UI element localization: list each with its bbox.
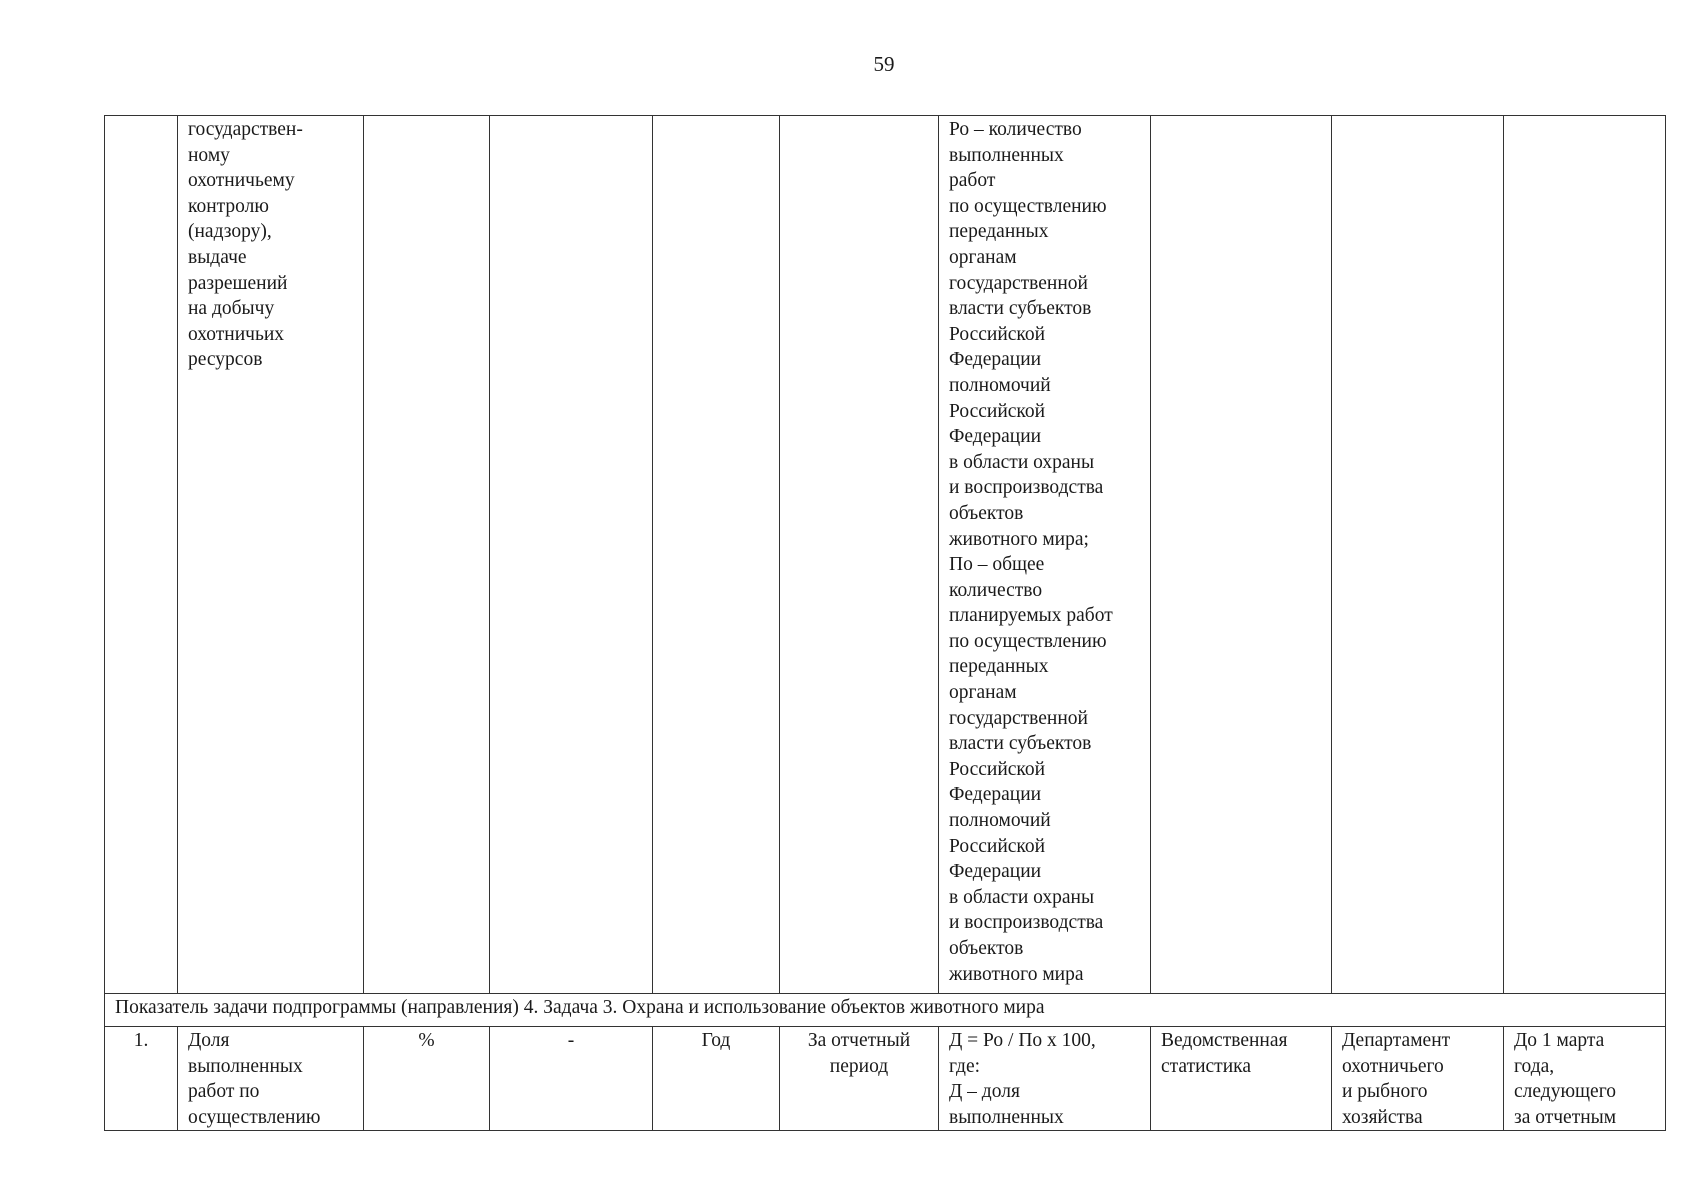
formula-text: Ро – количество выполненных работ по осуществлению переданных органам государственной власти субъектов Российской Федерации полномочий Российской Федерации в области охраны и воспроизводства объектов животного мира; По – общее количество планируемых работ по осуществлению переданных органам государственной власти субъектов Российской Федерации полномочий Российской Федерации в области охраны и воспроизводства объектов животного мира (949, 119, 1113, 985)
indicator-name-text: государствен- ному охотничьему контролю (надзору), выдаче разрешений на добычу охотничьих ресурсов (188, 119, 303, 371)
section-header: Показатель задачи подпрограммы (направления) 4. Задача 3. Охрана и использование объектов животного мира (105, 994, 1666, 1027)
cell-number: 1. (105, 1027, 178, 1131)
cell-formula (939, 116, 1151, 994)
cell-deadline: До 1 марта года, следующего за отчетным (1504, 1027, 1666, 1131)
indicator-table (104, 115, 1666, 1131)
cell-frequency: Год (653, 1027, 780, 1131)
cell-formula: Д = Ро / По х 100, где: Д – доля выполненных (939, 1027, 1151, 1131)
cell-source (1151, 116, 1332, 994)
cell-indicator-name (178, 116, 364, 994)
table-row-section-header (105, 994, 1666, 1027)
cell-unit: % (364, 1027, 490, 1131)
cell-dash: - (490, 1027, 653, 1131)
cell-unit (364, 116, 490, 994)
cell-dash (490, 116, 653, 994)
cell-frequency (653, 116, 780, 994)
cell-source: Ведомственная статистика (1151, 1027, 1332, 1131)
cell-period (780, 116, 939, 994)
cell-deadline (1504, 116, 1666, 994)
cell-responsible: Департамент охотничьего и рыбного хозяйства (1332, 1027, 1504, 1131)
cell-indicator-name: Доля выполненных работ по осуществлению (178, 1027, 364, 1131)
cell-number (105, 116, 178, 994)
table-row-indicator-1 (105, 1027, 1666, 1131)
cell-period: За отчетный период (780, 1027, 939, 1131)
table-row-continuation (105, 116, 1666, 994)
page-number: 59 (873, 52, 895, 76)
cell-responsible (1332, 116, 1504, 994)
